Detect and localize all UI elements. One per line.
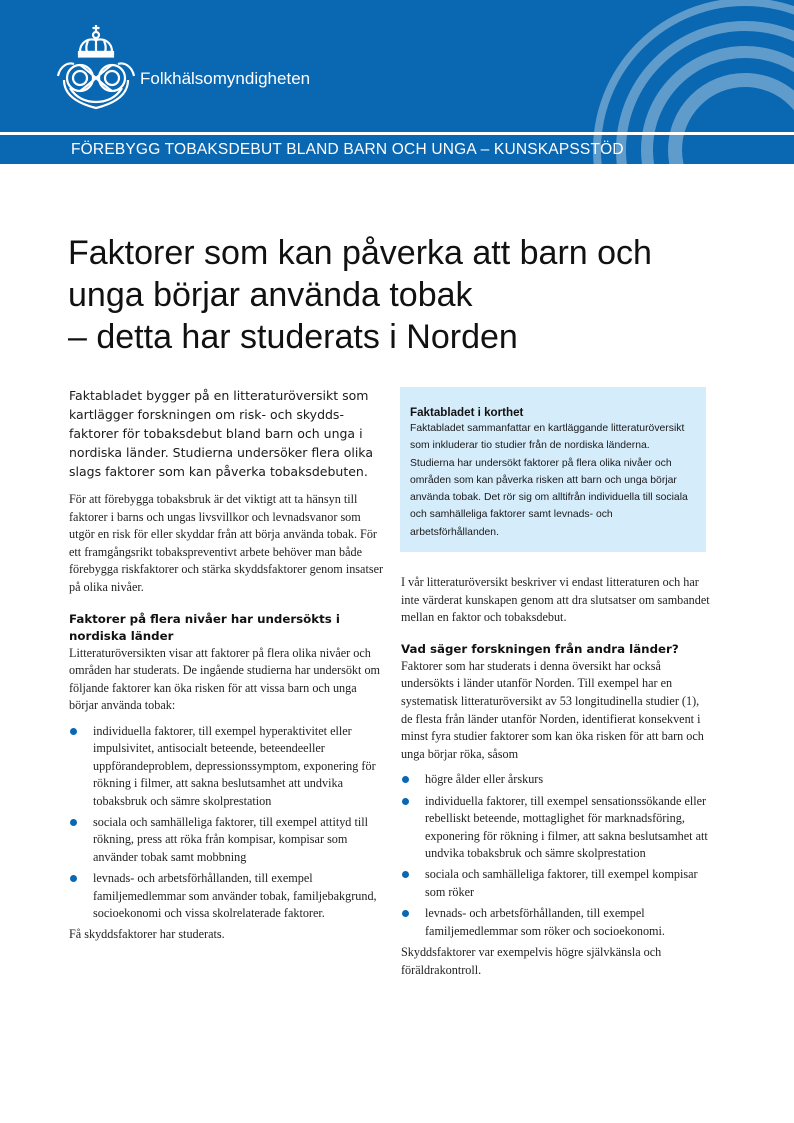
title-line-1: Faktorer som kan påverka att barn och bbox=[68, 234, 652, 272]
intro-paragraph: För att förebygga tobaksbruk är det viktigt att ta hänsyn till faktorer i barns och ungas livsvillkor och levnadsvanor som utgör en risk för eller skyddar från att börja använda tobak. För ett framgångsrikt tobakspreventivt arbete behöver man både förebygga riskfaktorer och stärka skyddsfaktorer genom insatser på olika nivåer. bbox=[69, 492, 384, 594]
list-item-text: levnads- och arbetsförhållanden, till exempel familjemedlemmar som använder tobak, familjebakgrund, socioekonomi och vissa skolrelaterade faktorer. bbox=[93, 871, 377, 920]
bullet-icon bbox=[402, 910, 409, 917]
header-banner bbox=[0, 0, 794, 164]
header-divider bbox=[0, 132, 794, 135]
summary-box bbox=[400, 387, 706, 552]
list-item-text: sociala och samhälleliga faktorer, till exempel attityd till rökning, press att röka från kompisar, kompisar som använder tobak samt mobbning bbox=[93, 814, 368, 864]
summary-title: Faktabladet i korthet bbox=[410, 406, 524, 419]
left-column bbox=[69, 386, 387, 944]
list-item-text: levnads- och arbetsförhållanden, till exempel familjemedlemmar som röker och socioekonomi. bbox=[425, 906, 665, 938]
section1-closing: Få skyddsfaktorer har studerats. bbox=[69, 927, 225, 942]
right-column bbox=[401, 574, 713, 979]
section1-text: Litteraturöversikten visar att faktorer på flera olika nivåer och områden har studerats. De ingående studierna har undersökt om följande faktorer kan öka risken för att vissa barn och unga börjar använda tobak: bbox=[69, 645, 381, 713]
bullet-icon bbox=[402, 776, 409, 783]
title-line-2: unga börjar använda tobak bbox=[68, 276, 473, 314]
section2-text: Faktorer som har studerats i denna översikt har också undersökts i länder utanför Norden. Till exempel har en systematisk litteraturöversikt av 53 longitudinella studier (1), de flesta från länder utanför Norden, identifierat konsekvent i minst fyra studier faktorer som kan öka risken för att barn och unga börjar röka, såsom bbox=[401, 658, 704, 761]
list-item bbox=[401, 771, 713, 788]
list-item bbox=[401, 793, 713, 863]
page-title bbox=[68, 232, 748, 358]
list-item bbox=[69, 870, 387, 922]
section1-heading: Faktorer på flera nivåer har undersökts i nordiska länder bbox=[69, 611, 340, 643]
list-item bbox=[401, 866, 713, 901]
list-item bbox=[401, 905, 713, 940]
bullet-icon bbox=[70, 875, 77, 882]
list-item bbox=[69, 814, 387, 866]
list-item-text: högre ålder eller årskurs bbox=[425, 772, 544, 787]
lead-paragraph: Faktabladet bygger på en litteraturöversikt som kartlägger forskningen om risk- och skyddsfaktorer för tobaksdebut bland barn och unga i nordiska länder. Studierna undersöker flera olika slags faktorer som kan påverka tobaksdebuten. bbox=[69, 388, 373, 479]
section2-heading: Vad säger forskningen från andra länder? bbox=[401, 641, 679, 656]
crown-knot-logo bbox=[56, 24, 136, 110]
organization-name: Folkhälsomyndigheten bbox=[140, 69, 311, 88]
right-intro-paragraph: I vår litteraturöversikt beskriver vi endast litteraturen och har inte värderat kunskapen genom att dra slutsatser om sambandet mellan en faktor och tobaksdebut. bbox=[401, 575, 710, 625]
bullet-icon bbox=[402, 798, 409, 805]
list-item-text: individuella faktorer, till exempel sensationssökande eller rebelliskt beteende, mottaglighet för marknadsföring, exponering för rökning i filmer, att sakna beslutsamhet att undvika tobaksbruk och sämre skolprestation bbox=[425, 793, 708, 860]
section1-list bbox=[69, 723, 387, 922]
bullet-icon bbox=[402, 871, 409, 878]
list-item bbox=[69, 723, 387, 810]
bullet-icon bbox=[70, 819, 77, 826]
title-line-3: – detta har studerats i Norden bbox=[68, 318, 518, 356]
section2-closing: Skyddsfaktorer var exempelvis högre självkänsla och föräldrakontroll. bbox=[401, 945, 662, 977]
series-title: FÖREBYGG TOBAKSDEBUT BLAND BARN OCH UNGA – KUNSKAPSSTÖD bbox=[71, 141, 624, 158]
list-item-text: sociala och samhälleliga faktorer, till exempel kompisar som röker bbox=[425, 867, 698, 899]
summary-text: Faktabladet sammanfattar en kartläggande litteraturöversikt som inkluderar tio studier från de nordiska länderna. Studierna har undersökt faktorer på flera olika nivåer och områden som kan påverka risken att barn och unga börjar använda tobak. Det rör sig om alltifrån individuella till sociala och samhälleliga faktorer samt levnads- och arbetsförhållanden. bbox=[410, 423, 688, 538]
bullet-icon bbox=[70, 728, 77, 735]
section2-list bbox=[401, 771, 713, 940]
list-item-text: individuella faktorer, till exempel hyperaktivitet eller impulsivitet, antisocialt beteende, beteendeeller uppförandeproblem, depressionssymptom, exponering för rökning i filmer, att sakna beslutsamhet att undvika tobaksbruk och sämre skolprestation bbox=[93, 723, 376, 808]
